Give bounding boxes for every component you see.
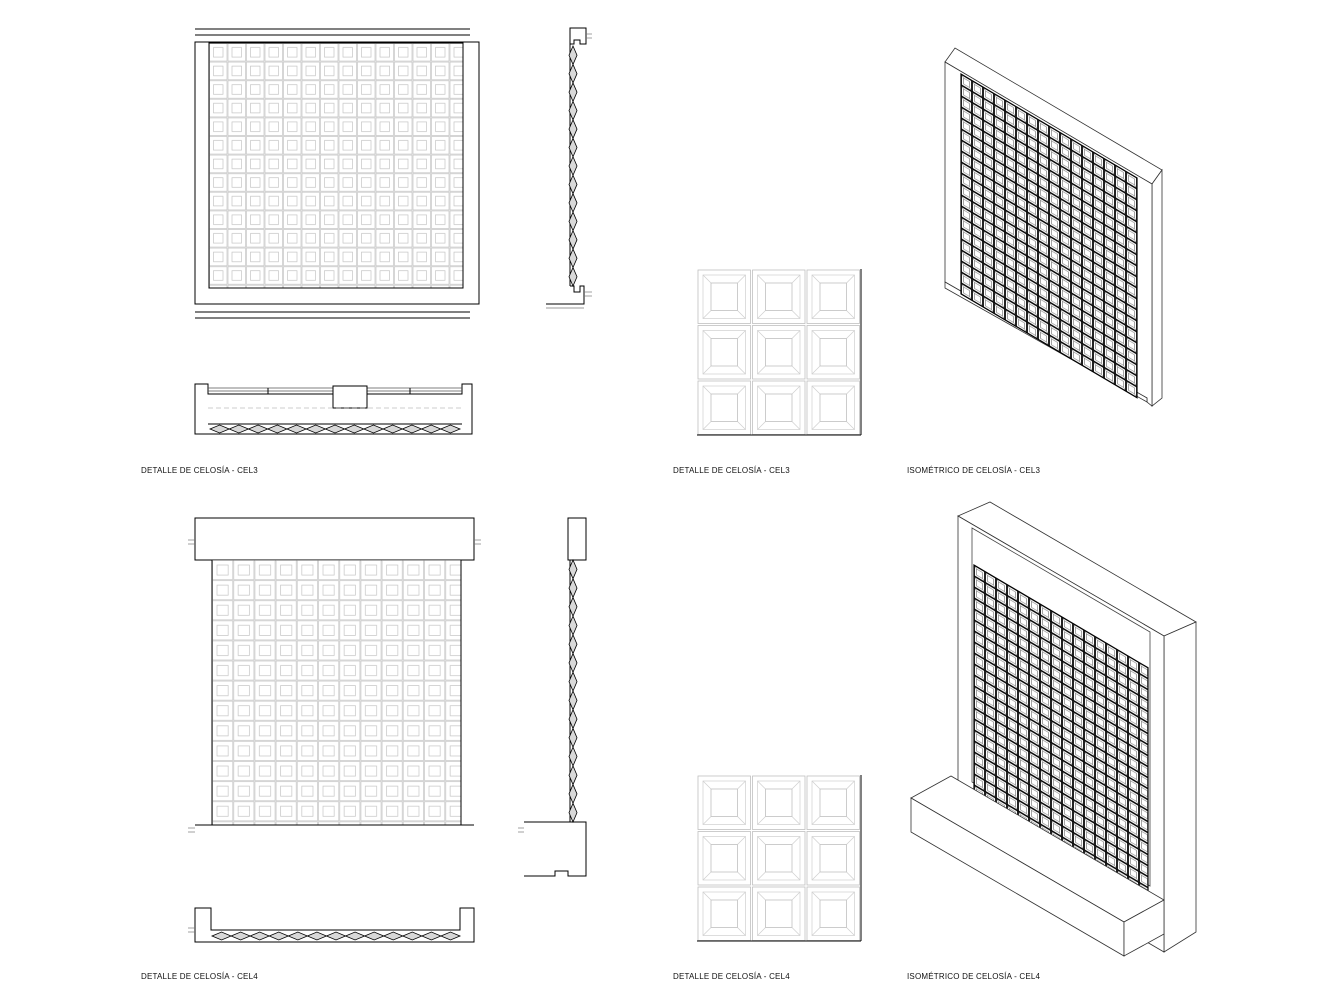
lattice-bead xyxy=(229,425,248,433)
lattice-bead xyxy=(269,932,288,940)
lattice-bead xyxy=(402,425,421,433)
cel3-elevation xyxy=(195,29,479,318)
caption-cel4-detail-mid: DETALLE DE CELOSÍA - CEL4 xyxy=(673,972,790,981)
lattice-bead xyxy=(307,932,326,940)
caption-cel3-iso: ISOMÉTRICO DE CELOSÍA - CEL3 xyxy=(907,466,1041,475)
lattice-bead xyxy=(325,425,344,433)
lattice-bead xyxy=(422,425,441,433)
cel3-isometric xyxy=(945,48,1162,406)
lattice-bead xyxy=(326,932,345,940)
lattice-bead xyxy=(422,932,441,940)
lattice-bead xyxy=(288,932,307,940)
lattice-bead xyxy=(212,932,231,940)
caption-cel3-detail-mid: DETALLE DE CELOSÍA - CEL3 xyxy=(673,466,790,475)
lattice-bead xyxy=(384,932,403,940)
lattice-bead xyxy=(383,425,402,433)
caption-cel4-detail-left: DETALLE DE CELOSÍA - CEL4 xyxy=(141,972,258,981)
lattice-bead xyxy=(268,425,287,433)
caption-cel4-iso: ISOMÉTRICO DE CELOSÍA - CEL4 xyxy=(907,972,1041,981)
cel4-section-vertical xyxy=(518,518,586,876)
lattice-bead xyxy=(441,425,460,433)
lattice-bead xyxy=(364,425,383,433)
cel4-isometric xyxy=(911,502,1196,956)
cel3-zoom-detail xyxy=(697,269,861,435)
lattice-bead xyxy=(248,425,267,433)
lattice-bead xyxy=(346,932,365,940)
lattice-bead xyxy=(287,425,306,433)
lattice-bead xyxy=(441,932,460,940)
cel4-plan xyxy=(188,908,474,942)
lattice-bead xyxy=(210,425,229,433)
lattice-bead xyxy=(345,425,364,433)
lattice-bead xyxy=(250,932,269,940)
cel4-zoom-detail xyxy=(697,775,861,941)
caption-cel3-detail-left: DETALLE DE CELOSÍA - CEL3 xyxy=(141,466,258,475)
lattice-bead xyxy=(231,932,250,940)
cel3-section-vertical xyxy=(546,28,592,308)
lattice-bead xyxy=(403,932,422,940)
lattice-bead xyxy=(306,425,325,433)
cel4-elevation xyxy=(188,518,481,832)
lattice-bead xyxy=(365,932,384,940)
cel3-plan xyxy=(195,384,472,434)
